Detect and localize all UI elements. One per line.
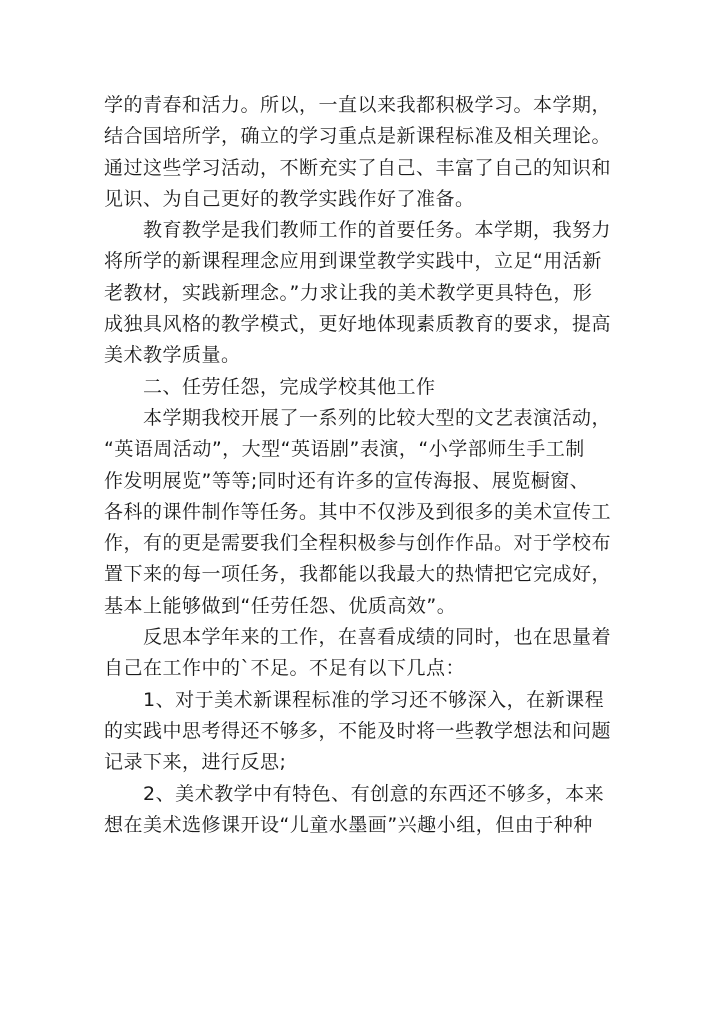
text-line: 基本上能够做到“任劳任怨、优质高效”。 [104, 594, 457, 617]
text-line: 将所学的新课程理念应用到课堂教学实践中，立足“用活新 [104, 250, 602, 273]
text-line: 成独具风格的教学模式，更好地体现素质教育的要求，提高 [104, 313, 612, 336]
text-line: 学的青春和活力。所以，一直以来我都积极学习。本学期， [104, 94, 612, 116]
text-line: 记录下来，进行反思; [104, 751, 287, 774]
text-line: 教育教学是我们教师工作的首要任务。本学期，我努力 [104, 219, 612, 242]
text-line: 1、对于美术新课程标准的学习还不够深入，在新课程 [104, 688, 605, 711]
section-heading [104, 372, 624, 403]
text-line: 自己在工作中的`不足。不足有以下几点： [104, 657, 466, 680]
text-line: 结合国培所学，确立的学习重点是新课程标准及相关理论。 [104, 125, 612, 148]
list-item [104, 779, 624, 842]
document-body [104, 90, 624, 841]
paragraph [104, 622, 624, 685]
text-line: 通过这些学习活动，不断充实了自己、丰富了自己的知识和 [104, 156, 612, 179]
text-line: 本学期我校开展了一系列的比较大型的文艺表演活动， [104, 406, 612, 429]
list-item [104, 685, 624, 779]
text-line: 作，有的更是需要我们全程积极参与创作作品。对于学校布 [104, 532, 612, 555]
text-line: 置下来的每一项任务，我都能以我最大的热情把它完成好， [104, 563, 612, 586]
paragraph [104, 403, 624, 622]
text-line: 想在美术选修课开设“儿童水墨画”兴趣小组，但由于种种 [104, 813, 593, 836]
text-line: 作发明展览”等等;同时还有许多的宣传海报、展览橱窗、 [104, 469, 590, 492]
text-line: 的实践中思考得还不够多，不能及时将一些教学想法和问题 [104, 719, 612, 742]
text-line: 见识、为自己更好的教学实践作好了准备。 [104, 187, 475, 210]
paragraph [104, 90, 624, 215]
text-line: 2、美术教学中有特色、有创意的东西还不够多，本来 [104, 782, 605, 805]
text-line: 二、任劳任怨，完成学校其他工作 [104, 375, 436, 398]
text-line: “英语周活动”，大型“英语剧”表演，“小学部师生手工制 [104, 438, 585, 461]
text-line: 反思本学年来的工作，在喜看成绩的同时，也在思量着 [104, 626, 612, 649]
paragraph [104, 215, 624, 371]
text-line: 各科的课件制作等任务。其中不仅涉及到很多的美术宣传工 [104, 500, 612, 523]
text-line: 老教材，实践新理念。”力求让我的美术教学更具特色，形 [104, 281, 593, 304]
text-line: 美术教学质量。 [104, 344, 241, 367]
